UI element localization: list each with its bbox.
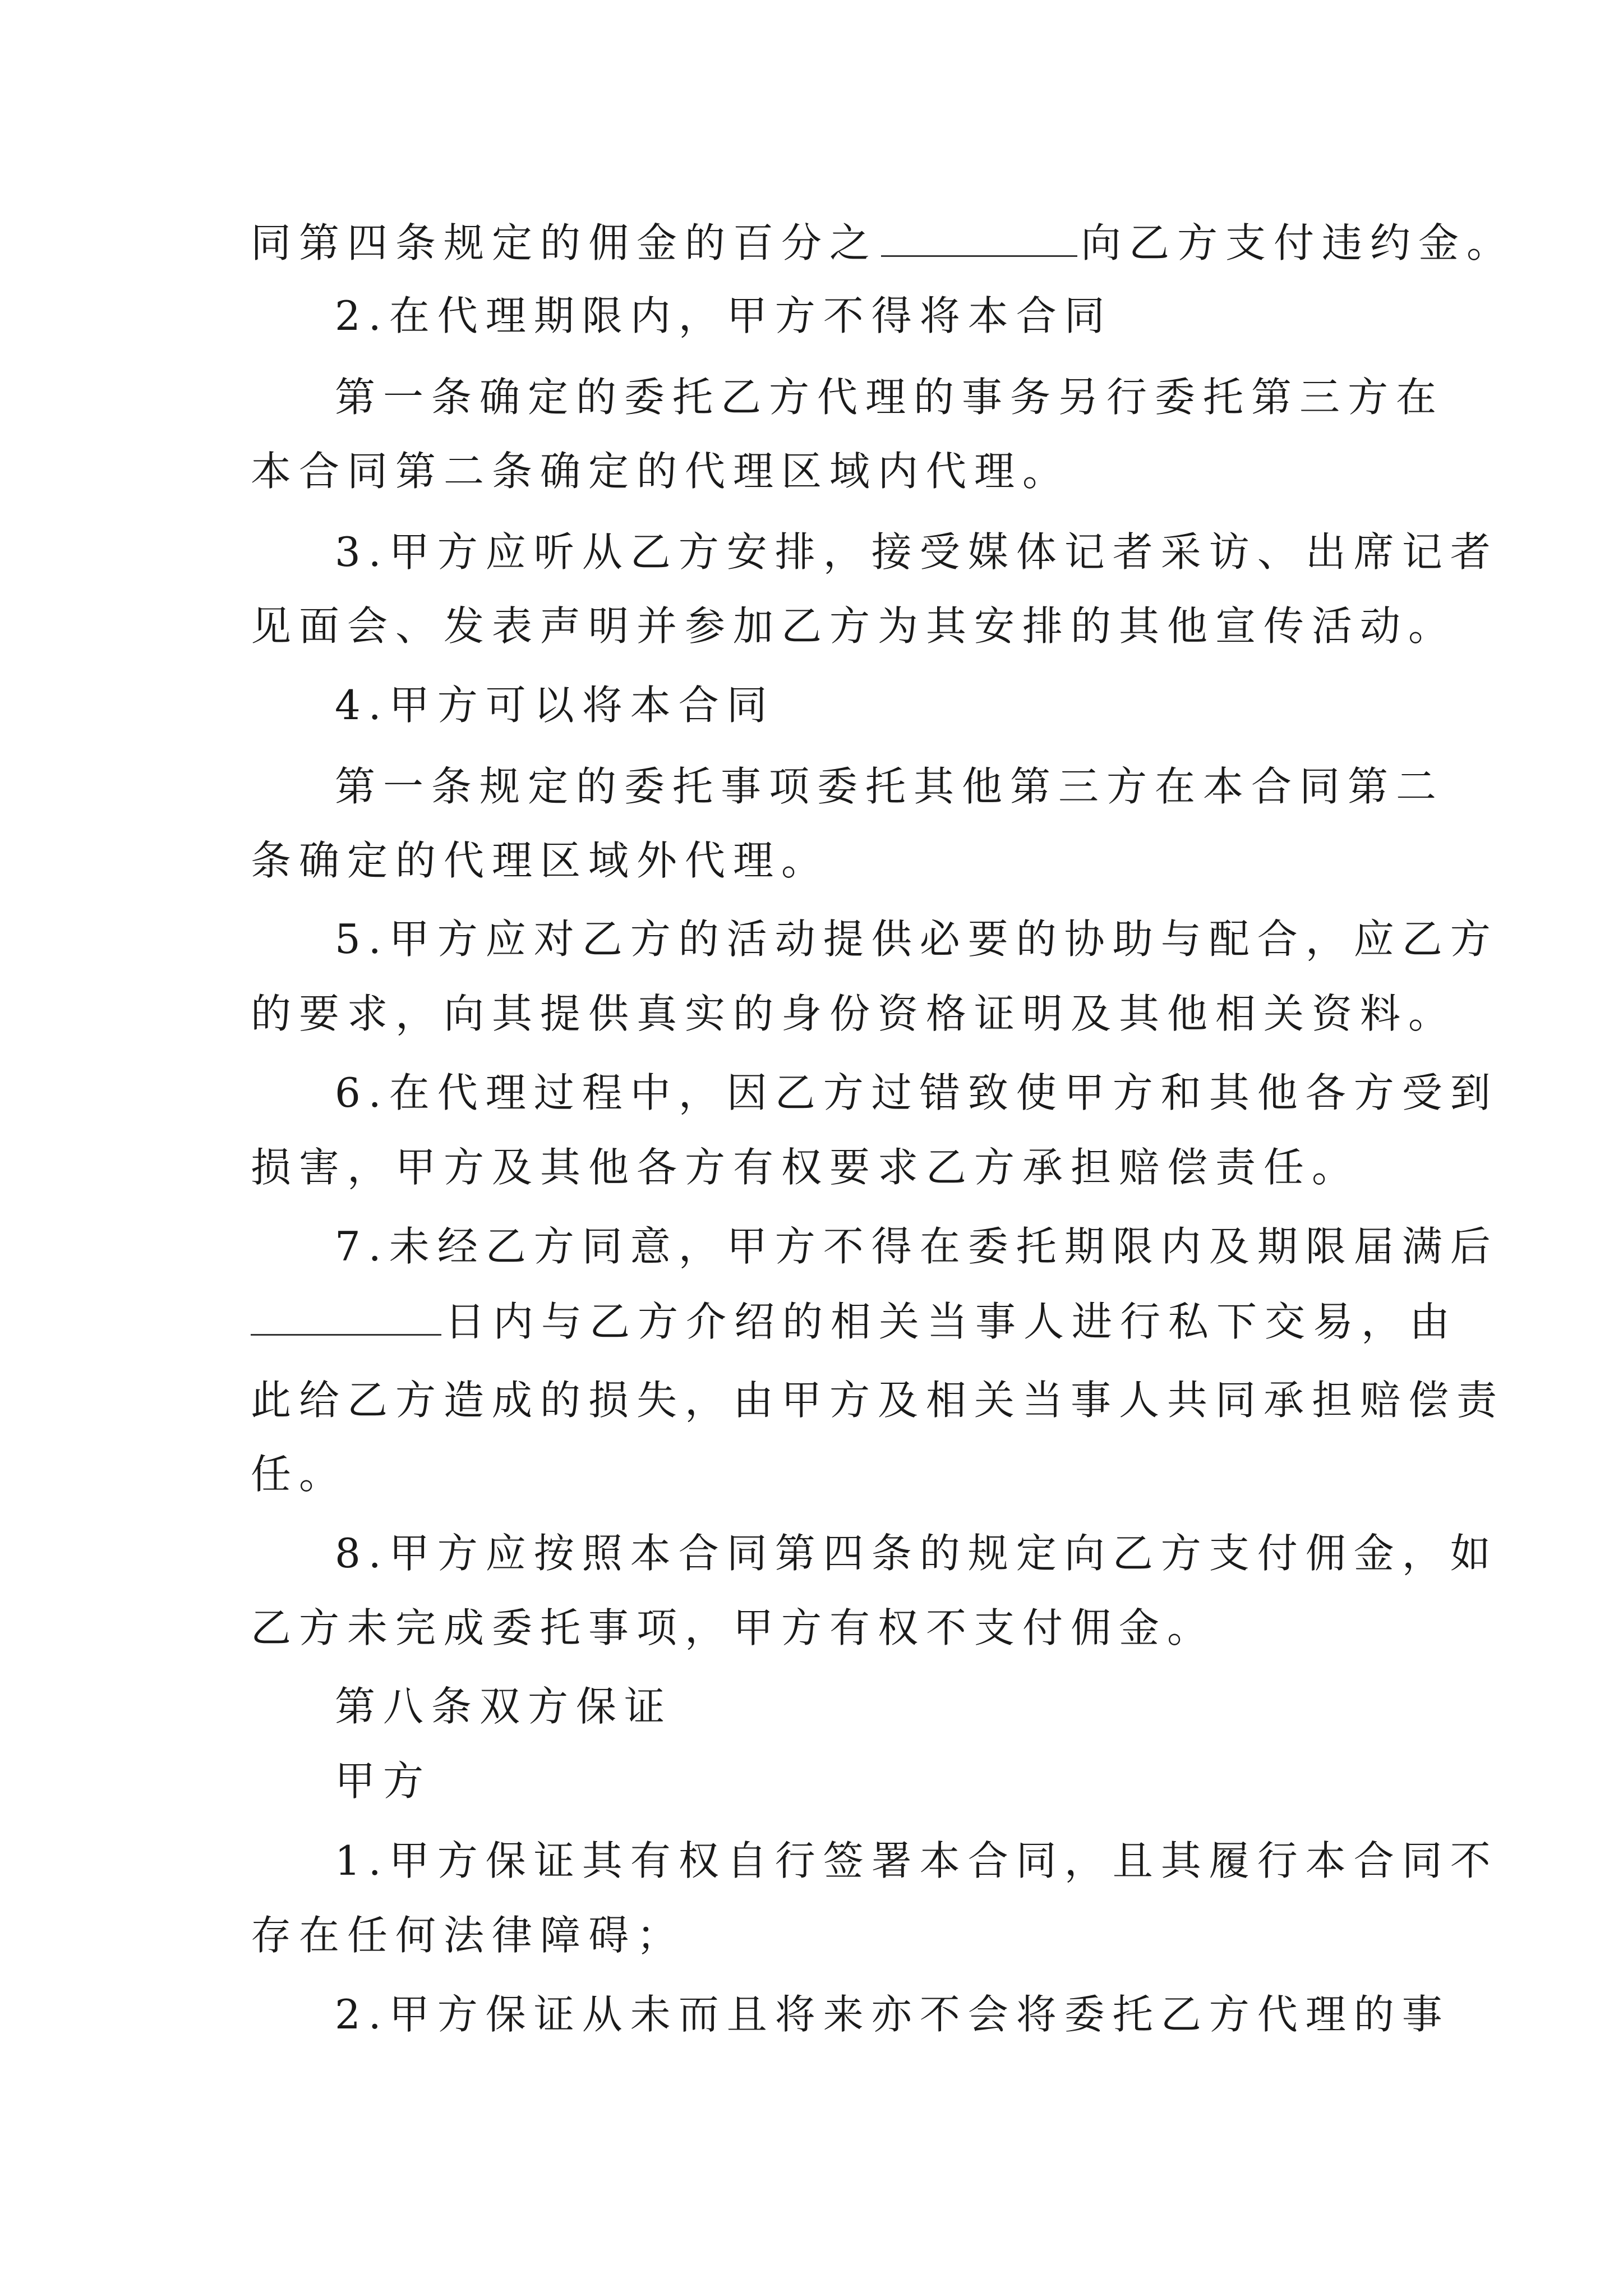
- text-line: 第一条规定的委托事项委托其他第三方在本合同第二: [335, 763, 1445, 810]
- text-line: 的要求，向其提供真实的身份资格证明及其他相关资料。: [251, 990, 1457, 1037]
- text-line: 条确定的代理区域外代理。: [251, 837, 830, 884]
- text-line: 任。: [251, 1451, 348, 1498]
- text-line: 见面会、发表声明并参加乙方为其安排的其他宣传活动。: [251, 602, 1457, 650]
- text-segment: 日内与乙方介绍的相关当事人进行私下交易，由: [445, 1298, 1458, 1345]
- text-line: [251, 219, 1515, 266]
- text-line: 此给乙方造成的损失，由甲方及相关当事人共同承担赔偿责: [251, 1377, 1505, 1424]
- text-line: 8.甲方应按照本合同第四条的规定向乙方支付佣金，如: [335, 1530, 1498, 1577]
- text-line: 6.在代理过程中，因乙方过错致使甲方和其他各方受到: [335, 1069, 1498, 1116]
- text-segment: 向乙方支付违约金。: [1081, 219, 1515, 266]
- text-line: 本合同第二条确定的代理区域内代理。: [251, 448, 1071, 495]
- text-line: 3.甲方应听从乙方安排，接受媒体记者采访、出席记者: [335, 528, 1498, 576]
- text-segment: 同第四条规定的佣金的百分之: [251, 219, 878, 266]
- text-line: 7.未经乙方同意，甲方不得在委托期限内及期限届满后: [335, 1223, 1498, 1270]
- text-line: 乙方未完成委托事项，甲方有权不支付佣金。: [251, 1604, 1216, 1651]
- section-heading: 第八条双方保证: [335, 1683, 673, 1730]
- fill-in-blank: [881, 222, 1077, 257]
- fill-in-blank: [251, 1300, 441, 1336]
- text-line: 存在任何法律障碍；: [251, 1912, 685, 1959]
- text-line: 5.甲方应对乙方的活动提供必要的协助与配合，应乙方: [335, 915, 1498, 963]
- text-line: 2.甲方保证从未而且将来亦不会将委托乙方代理的事: [335, 1991, 1450, 2038]
- text-line: 损害，甲方及其他各方有权要求乙方承担赔偿责任。: [251, 1144, 1361, 1191]
- text-line: 4.甲方可以将本合同: [335, 682, 775, 729]
- text-line: [251, 1298, 1458, 1345]
- text-line: 甲方: [335, 1757, 432, 1805]
- text-line: 2.在代理期限内，甲方不得将本合同: [335, 292, 1113, 339]
- text-line: 第一条确定的委托乙方代理的事务另行委托第三方在: [335, 374, 1445, 421]
- text-line: 1.甲方保证其有权自行签署本合同，且其履行本合同不: [335, 1837, 1498, 1884]
